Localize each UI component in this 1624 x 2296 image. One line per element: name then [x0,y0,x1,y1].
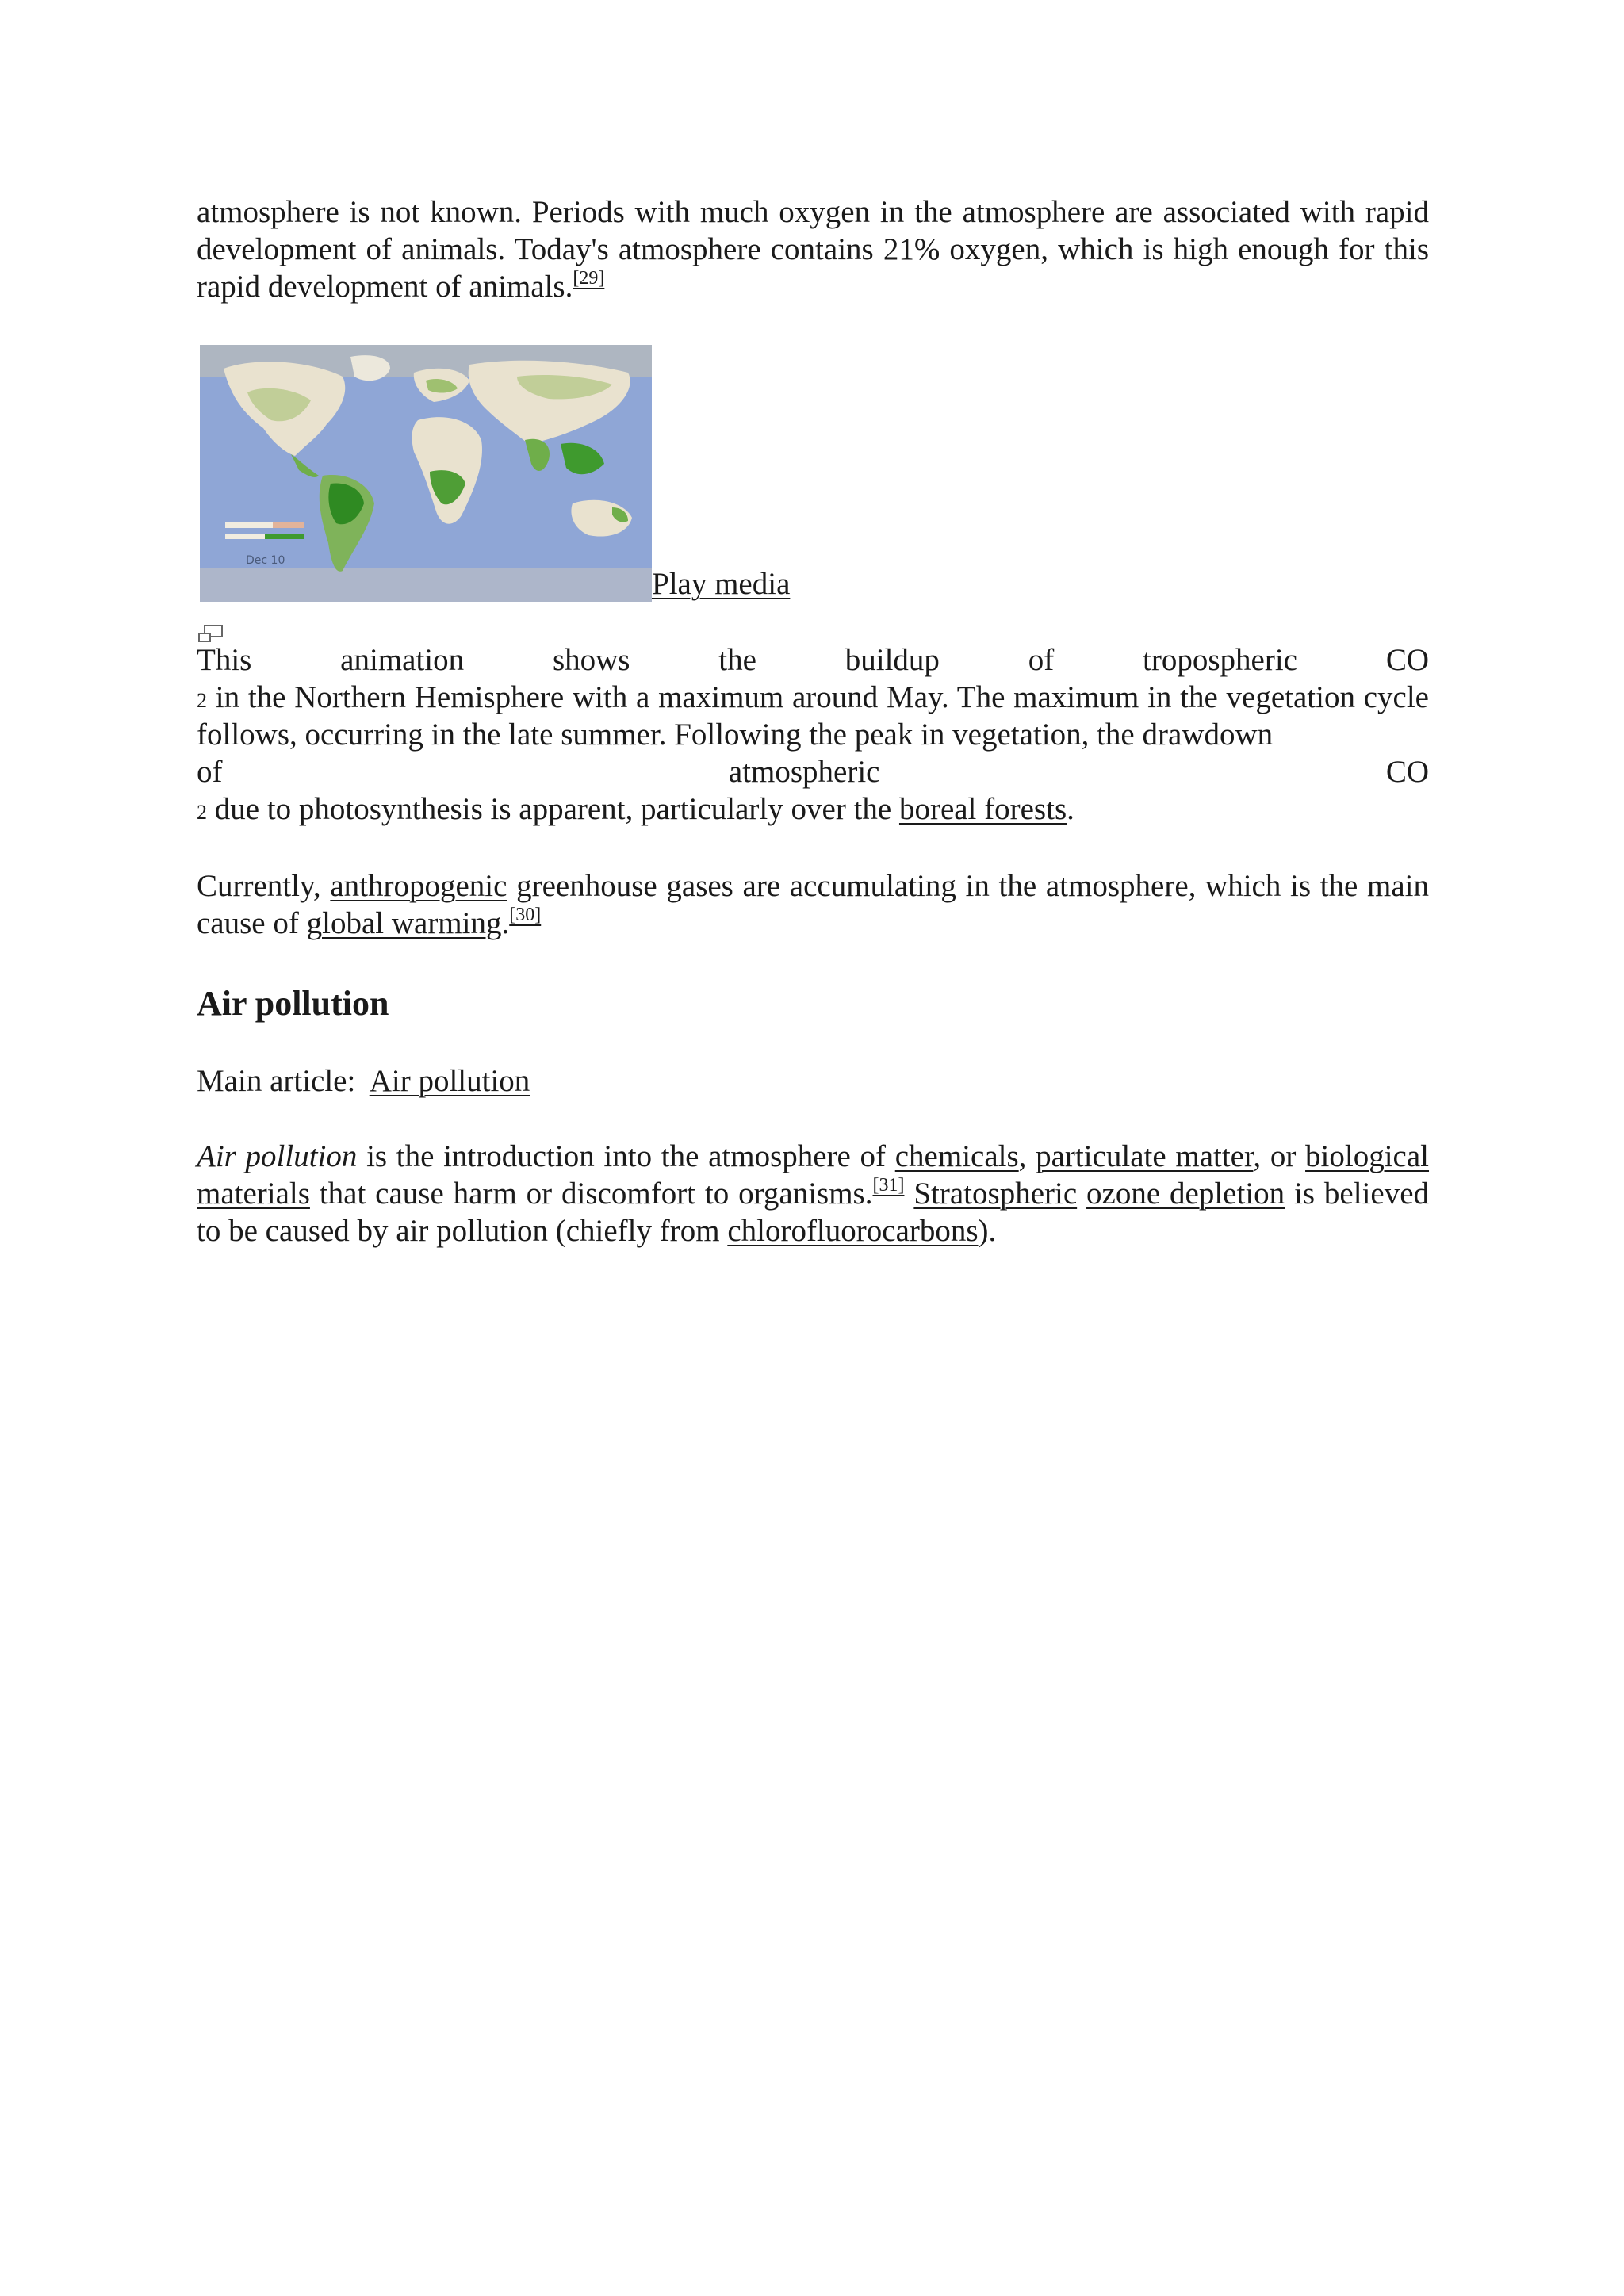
global-warming-link[interactable]: global warming [306,906,502,940]
caption-line-3: of atmospheric CO [197,755,1430,789]
caption-line-4: 2 due to photosynthesis is apparent, particularly over the boreal forests. [197,792,1074,826]
caption-body: 2 in the Northern Hemisphere with a maximum around May. The maximum in the vegetation cycle follows, occurring in the late summer. Following the peak in vegetation, the drawdown [197,680,1429,752]
figure-caption [197,641,1429,828]
particulate-matter-link[interactable]: particulate matter [1036,1139,1254,1173]
main-article-line: Main article: Air pollution [197,1064,530,1098]
boreal-forests-link[interactable]: boreal forests [898,792,1067,826]
section-heading: Air pollution [197,984,389,1023]
caption-line-1: This animation shows the buildup of tropospheric CO [197,643,1429,677]
ref-29-link[interactable]: [29] [573,268,605,289]
intro-paragraph [197,193,1429,305]
co2-animation-figure [197,345,1429,603]
ozone-depletion-link[interactable]: ozone depletion [1086,1177,1285,1211]
anthropogenic-link[interactable]: anthropogenic [330,869,508,903]
chemicals-link[interactable]: chemicals [894,1139,1019,1173]
play-media-link[interactable]: Play media [652,567,791,601]
ref-31-link[interactable]: [31] [872,1175,905,1196]
world-vegetation-map[interactable] [200,345,652,602]
biological-materials-link[interactable]: biological materials [197,1139,1430,1211]
stratospheric-link[interactable]: Stratospheric [914,1177,1078,1211]
air-pollution-paragraph: Air pollution is the introduction into the atmosphere of chemicals, particulate matter, or biological materials that cause harm or discomfort to organisms.[31] Stratospheric ozone depletion is believed to be caused by air pollution (chiefly from chlorofluorocarbons). [197,1139,1430,1248]
air-pollution-term: Air pollution [197,1139,358,1173]
article-page [197,193,1429,1249]
chlorofluorocarbons-link[interactable]: chlorofluorocarbons [727,1214,979,1248]
map-date-label: Dec 10 [246,554,285,567]
air-pollution-main-link[interactable]: Air pollution [369,1064,530,1098]
currently-paragraph: Currently, anthropogenic greenhouse gases are accumulating in the atmosphere, which is the main cause of global warming.[30] [197,869,1429,940]
intro-text: atmosphere is not known. Periods with much oxygen in the atmosphere are associated with rapid development of animals. Today's atmosphere contains 21% oxygen, which is high enough for this rapid development of animals. [197,195,1429,304]
ref-30-link[interactable]: [30] [509,905,542,925]
